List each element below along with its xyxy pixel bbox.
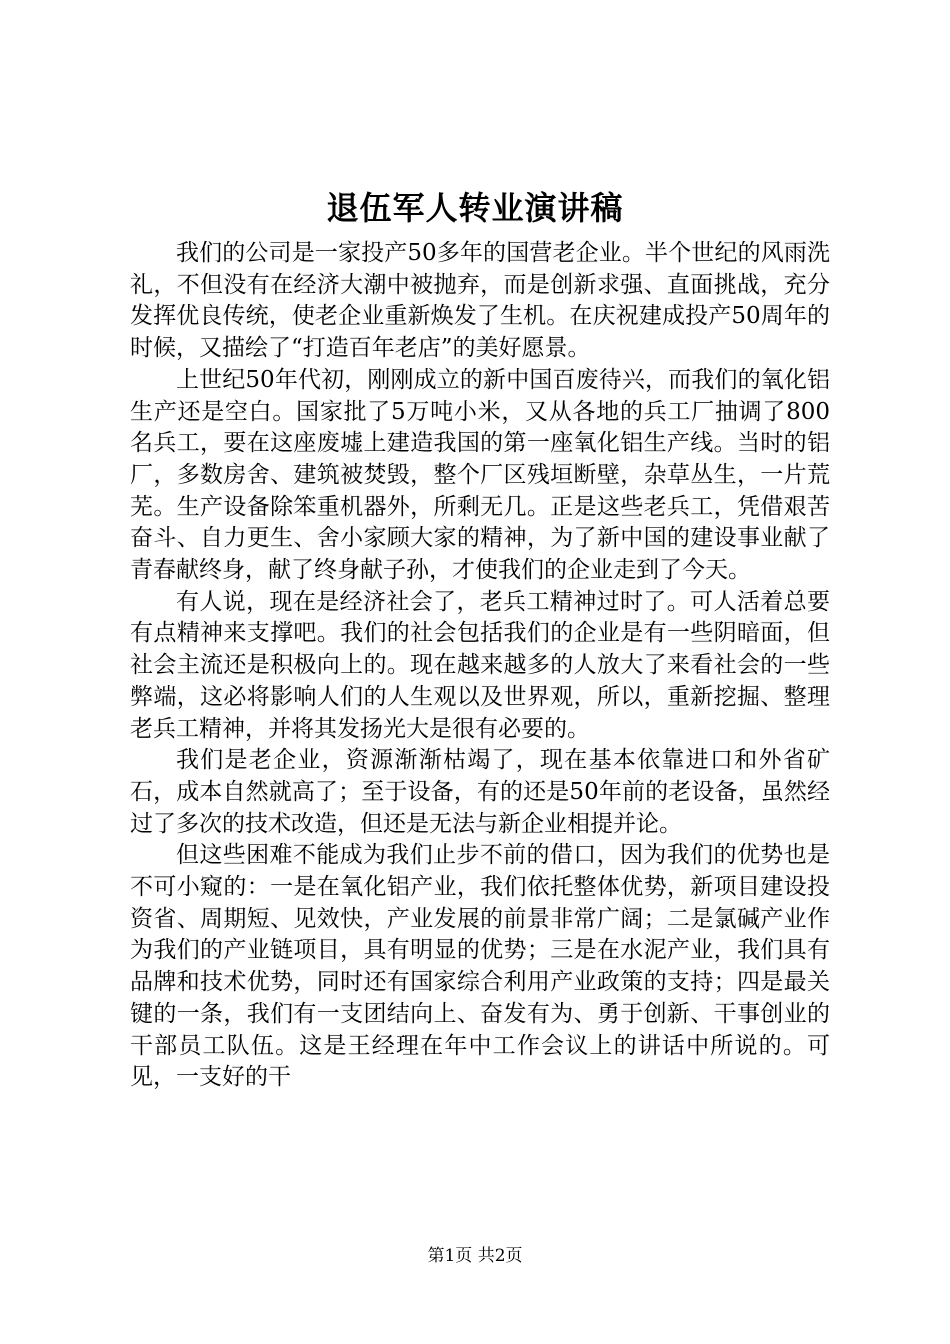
paragraph-3: 有人说，现在是经济社会了，老兵工精神过时了。可人活着总要有点精神来支撑吧。我们的社会包括我们的企业是有一些阴暗面，但社会主流还是积极向上的。现在越来越多的人放大了来看社会的一些弊端，这必将影响人们的人生观以及世界观，所以，重新挖掘、整理老兵工精神，并将其发扬光大是很有必要的。 <box>130 588 830 742</box>
paragraph-5: 但这些困难不能成为我们止步不前的借口，因为我们的优势也是不可小窥的：一是在氧化铝产业，我们依托整体优势，新项目建设投资省、周期短、见效快，产业发展的前景非常广阔；二是氯碱产业作为我们的产业链项目，具有明显的优势；三是在水泥产业，我们具有品牌和技术优势，同时还有国家综合利用产业政策的支持；四是最关键的一条，我们有一支团结向上、奋发有为、勇于创新、干事创业的干部员工队伍。这是王经理在年中工作会议上的讲话中所说的。可见，一支好的干 <box>130 842 830 1091</box>
paragraph-2: 上世纪50年代初，刚刚成立的新中国百废待兴，而我们的氧化铝生产还是空白。国家批了5万吨小米，又从各地的兵工厂抽调了800名兵工，要在这座废墟上建造我国的第一座氧化铝生产线。当时的铝厂，多数房舍、建筑被焚毁，整个厂区残垣断壁，杂草丛生，一片荒芜。生产设备除笨重机器外，所剩无几。正是这些老兵工，凭借艰苦奋斗、自力更生、舍小家顾大家的精神，为了新中国的建设事业献了青春献终身，献了终身献子孙，才使我们的企业走到了今天。 <box>130 366 830 584</box>
document-body <box>130 238 830 1094</box>
paragraph-4: 我们是老企业，资源渐渐枯竭了，现在基本依靠进口和外省矿石，成本自然就高了；至于设备，有的还是50年前的老设备，虽然经过了多次的技术改造，但还是无法与新企业相提并论。 <box>130 747 830 837</box>
page-number-footer: 第1页 共2页 <box>427 1246 523 1266</box>
document-title: 退伍军人转业演讲稿 <box>326 189 624 227</box>
paragraph-1: 我们的公司是一家投产50多年的国营老企业。半个世纪的风雨洗礼，不但没有在经济大潮中被抛弃，而是创新求强、直面挑战，充分发挥优良传统，使老企业重新焕发了生机。在庆祝建成投产50周年的时候，又描绘了“打造百年老店”的美好愿景。 <box>130 240 830 362</box>
